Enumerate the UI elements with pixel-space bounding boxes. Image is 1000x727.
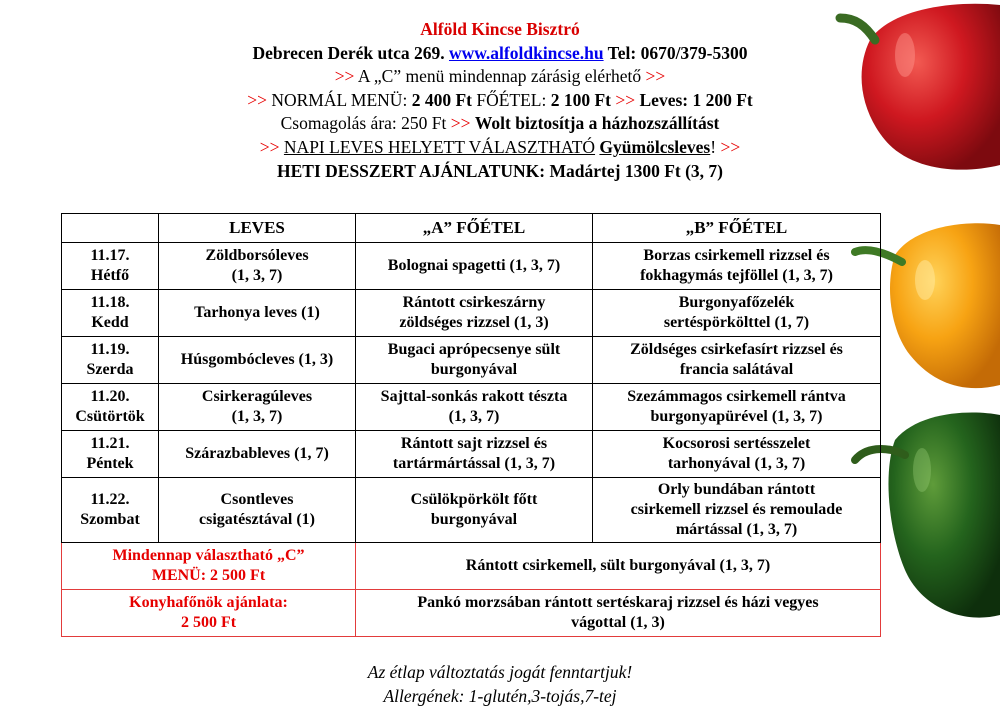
a-dish-cell: Bugaci aprópecsenye sült burgonyával <box>356 337 593 384</box>
chef-special-row <box>62 590 881 637</box>
soup-cell: Szárazbableves (1, 7) <box>159 431 356 478</box>
day-cell: 11.18. Kedd <box>62 290 159 337</box>
table-row <box>62 478 881 543</box>
table-row <box>62 337 881 384</box>
c-menu-note: >> A „C” menü mindennap zárásig elérhető >> <box>334 66 666 87</box>
c-menu-row <box>62 543 881 590</box>
day-cell: 11.21. Péntek <box>62 431 159 478</box>
day-cell: 11.17. Hétfő <box>62 243 159 290</box>
address: Debrecen Derék utca 269. <box>252 42 445 63</box>
a-dish-cell: Bolognai spagetti (1, 3, 7) <box>356 243 593 290</box>
table-row <box>62 384 881 431</box>
table-row <box>62 290 881 337</box>
contact-line <box>130 42 870 66</box>
soup-cell: Zöldborsóleves (1, 3, 7) <box>159 243 356 290</box>
website-link[interactable]: www.alfoldkincse.hu <box>448 42 604 63</box>
b-dish-cell: Szezámmagos csirkemell rántva burgonyapürével (1, 3, 7) <box>593 384 881 431</box>
menu-footer <box>130 660 870 708</box>
allergen-legend: Allergének: 1-glutén,3-tojás,7-tej <box>383 686 617 706</box>
menu-header <box>130 18 870 183</box>
table-row <box>62 431 881 478</box>
weekly-menu-table <box>61 213 881 637</box>
prices-line: >> NORMÁL MENÜ: 2 400 Ft FŐÉTEL: 2 100 Ft >> Leves: 1 200 Ft <box>247 89 753 110</box>
a-dish-cell: Rántott csirkeszárny zöldséges rizzsel (1, 3) <box>356 290 593 337</box>
soup-swap-line: >> NAPI LEVES HELYETT VÁLASZTHATÓ Gyümölcsleves! >> <box>259 136 741 157</box>
a-dish-cell: Sajttal-sonkás rakott tészta (1, 3, 7) <box>356 384 593 431</box>
chef-special-label: Konyhafőnök ajánlata: 2 500 Ft <box>62 590 356 637</box>
b-dish-cell: Borzas csirkemell rizzsel és fokhagymás tejföllel (1, 3, 7) <box>593 243 881 290</box>
b-dish-cell: Kocsorosi sertésszelet tarhonyával (1, 3, 7) <box>593 431 881 478</box>
soup-cell: Húsgombócleves (1, 3) <box>159 337 356 384</box>
day-cell: 11.19. Szerda <box>62 337 159 384</box>
c-menu-dish: Rántott csirkemell, sült burgonyával (1, 3, 7) <box>356 543 881 590</box>
b-dish-cell: Orly bundában rántott csirkemell rizzsel és remoulade mártással (1, 3, 7) <box>593 478 881 543</box>
a-dish-cell: Rántott sajt rizzsel és tartármártással (1, 3, 7) <box>356 431 593 478</box>
header-cell <box>62 214 159 243</box>
a-dish-cell: Csülökpörkölt főtt burgonyával <box>356 478 593 543</box>
header-cell: LEVES <box>159 214 356 243</box>
disclaimer: Az étlap változtatás jogát fenntartjuk! <box>367 662 633 682</box>
table-row <box>62 243 881 290</box>
soup-cell: Csirkeragúleves (1, 3, 7) <box>159 384 356 431</box>
b-dish-cell: Burgonyafőzelék sertéspörkölttel (1, 7) <box>593 290 881 337</box>
day-cell: 11.20. Csütörtök <box>62 384 159 431</box>
soup-cell: Tarhonya leves (1) <box>159 290 356 337</box>
b-dish-cell: Zöldséges csirkefasírt rizzsel és francia salátával <box>593 337 881 384</box>
restaurant-name: Alföld Kincse Bisztró <box>420 19 580 39</box>
c-menu-label: Mindennap választható „C” MENÜ: 2 500 Ft <box>62 543 356 590</box>
dessert-line: HETI DESSZERT AJÁNLATUNK: Madártej 1300 Ft (3, 7) <box>277 160 723 181</box>
soup-cell: Csontleves csigatésztával (1) <box>159 478 356 543</box>
table-header-row <box>62 214 881 243</box>
phone: Tel: 0670/379-5300 <box>607 42 748 63</box>
chef-special-dish: Pankó morzsában rántott sertéskaraj rizzsel és házi vegyes vágottal (1, 3) <box>356 590 881 637</box>
packaging-line: Csomagolás ára: 250 Ft >> Wolt biztosítja a házhozszállítást <box>280 113 720 134</box>
day-cell: 11.22. Szombat <box>62 478 159 543</box>
header-cell: „B” FŐÉTEL <box>593 214 881 243</box>
header-cell: „A” FŐÉTEL <box>356 214 593 243</box>
